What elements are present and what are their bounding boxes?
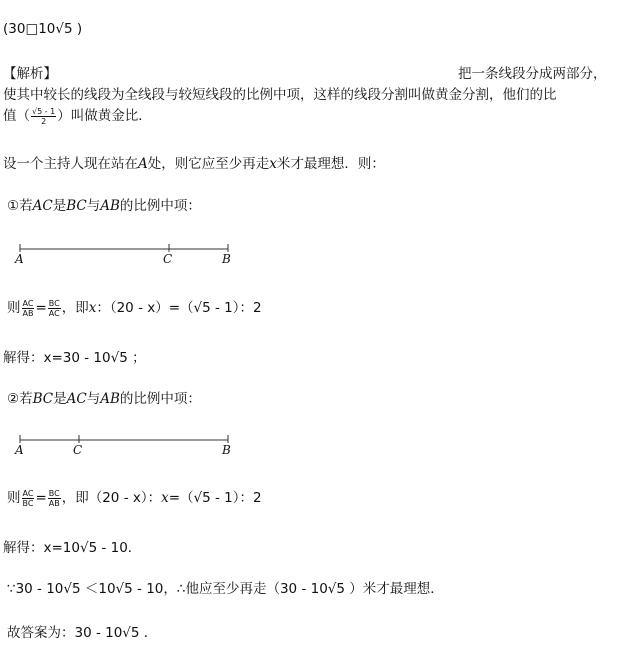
setup-pre: 设一个主持人现在站在 [3,156,138,172]
case1-var-x: x [88,300,97,316]
case1-fraction-2 [48,299,61,318]
analysis-line3-post: ）叫做黄金比． [57,108,152,124]
case1-label-c: C [163,252,173,266]
case1-label-b: B [222,252,231,266]
case2-title-post: 的比例中项： [119,391,201,407]
case2-seg-bc: BC [32,391,54,407]
case1-is: 是 [52,198,67,214]
case2-and: 与 [86,391,101,407]
conclusion-line: ∵30 - 10√5 ＜10√5 - 10，∴他应至少再走（30 - 10√5 ）米才最理想． [7,581,444,597]
case1-f1-den: AB [22,308,34,318]
case2-ie: ，即（20 - x）： [61,490,162,506]
setup-var-x: x [269,156,277,172]
analysis-line1: 把一条线段分成两部分， [458,66,607,82]
case1-and: 与 [86,198,101,214]
case1-solution: 解得：x=30 - 10√5 ； [3,350,146,366]
case2-solution: 解得：x=10√5 - 10． [3,540,142,556]
case2-label-b: B [222,443,231,457]
analysis-line3-pre: 值（ [3,108,30,124]
case2-seg-ab: AB [100,391,120,407]
case2-f2-den: AB [48,498,60,508]
case2-equals: = [35,490,47,506]
case2-label-c: C [73,443,83,457]
case1-equals: = [35,300,47,316]
setup-point-a: A [138,156,148,172]
case2-title [7,387,201,407]
analysis-line2: 使其中较长的线段为全线段与较短线段的比例中项，这样的线段分割叫做黄金分割，他们的比 [3,87,557,103]
setup-post: 米才最理想．则： [276,156,385,172]
case2-is: 是 [53,391,67,407]
case2-var-x: x [161,490,169,506]
case2-f2-num: BC [48,488,60,498]
golden-ratio-numerator: √5 - 1 [32,106,56,116]
golden-ratio-denominator: 2 [41,116,47,126]
case2-f1-den: BC [22,498,34,508]
case2-then: 则 [7,490,21,506]
case1-f1-num: AC [22,298,34,308]
answer-line: (30□10√5 ) [3,21,83,37]
case1-f2-num: BC [48,298,60,308]
case2-equation-rest: =（√5 - 1）：2 [168,490,262,506]
case2-proportion [7,486,262,508]
case2-fraction-2 [48,489,61,508]
case2-title-pre: ②若 [7,391,33,407]
case1-fraction-1 [22,299,35,318]
case2-seg-ac: AC [66,391,87,407]
analysis-tag: 【解析】 [3,66,57,82]
case1-then: 则 [7,300,21,316]
case1-f2-den: AC [48,308,60,318]
case1-label-a: A [15,252,24,266]
case1-proportion [7,296,262,318]
case1-equation-rest: ：（20 - x）=（√5 - 1）：2 [96,300,262,316]
case2-fraction-1 [22,489,35,508]
final-answer-line: 故答案为：30 - 10√5 ． [7,625,158,641]
case2-f1-num: AC [22,488,34,498]
case1-seg-ab: AB [100,198,120,214]
case1-seg-ac: AC [32,198,53,214]
setup-mid: 处，则它应至少再走 [147,156,270,172]
case1-title-post: 的比例中项： [119,198,201,214]
case2-label-a: A [15,443,24,457]
case1-title-pre: ①若 [7,198,33,214]
case1-ie: ，即 [61,300,89,316]
case1-seg-bc: BC [66,198,87,214]
